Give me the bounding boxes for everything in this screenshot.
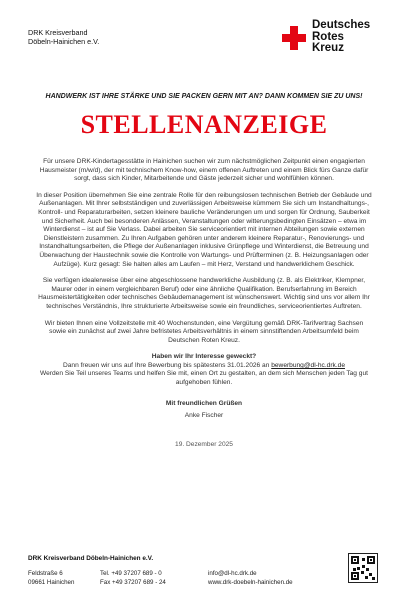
footer-street: Feldstraße 6 xyxy=(28,570,63,577)
paragraph-offer: Wir bieten Ihnen eine Vollzeitstelle mit 40 Wochenstunden, eine Vergütung gemäß DRK-Tarifvertrag Sachsen sowie ein zunächst auf zwei Jahre befristetes Arbeitsverhältnis in einem sinnstiftenden Arbeitsumfeld beim Deutschen Roten Kreuz. xyxy=(44,319,364,344)
interest-heading: Haben wir Ihr Interesse geweckt? xyxy=(151,353,257,361)
org-name-header xyxy=(28,28,99,46)
drk-logo xyxy=(282,20,370,55)
paragraph-intro: Für unsere DRK-Kindertagesstätte in Hainichen suchen wir zum nächstmöglichen Zeitpunkt einen engagierten Hausmeister (m/w/d), der mit technischem Know-how, einem offenen Auftreten und einem Blick fürs Ganze dafür sorgt, dass sich Kinder, Mitarbeitende und Gäste jederzeit sicher und wohlfühlen können. xyxy=(39,158,369,183)
greeting: Mit freundlichen Grüßen xyxy=(165,399,243,407)
slogan: HANDWERK IST IHRE STÄRKE UND SIE PACKEN GERN MIT AN? DANN KOMMEN SIE ZU UNS! xyxy=(45,93,363,100)
footer-tel: Tel. +49 37207 689 - 0 xyxy=(100,570,162,577)
document-date: 19. Dezember 2025 xyxy=(175,440,233,448)
footer-web-link[interactable]: www.drk-doebeln-hainichen.de xyxy=(208,578,293,586)
paragraph-tasks: In dieser Position übernehmen Sie eine zentrale Rolle für den reibungslosen technischen Betrieb der Gebäude und Außenanlagen. Mit Ihrer selbstständigen und zuverlässigen Arbeitsweise kümmern Sie sich um Instandhaltungs-, Kontroll- und Reparaturarbeiten, setzen kleinere bauliche Veränderungen um und sorgen für Ordnung, Sauberkeit und Sicherheit. Auch bei besonderen Anlässen, Veranstaltungen oder witterungsbedingten Einsätzen – etwa im Winterdienst – ist auf Sie Verlass. Dabei arbeiten Sie serviceorientiert mit internen Abteilungen sowie externen Dienstleistern zusammen. Zu Ihren Aufgaben gehören unter anderem kleinere Reparatur-, Renovierungs- und Instandhaltungsarbeiten, die Pflege der Außenanlagen inklusive Grünpflege und Winterdienst, die Betreuung und Überwachung der Haustechnik sowie die Kontrolle von Wartungs- und Prüfterminen (z. B. Heizungsanlagen oder Aufzüge). Kurz gesagt: Sie halten alles am Laufen – mit Herz, Verstand und handwerklichem Geschick. xyxy=(36,191,372,268)
signatory-name: Anke Fischer xyxy=(184,412,224,420)
footer-email-link[interactable]: info@dl-hc.drk.de xyxy=(208,570,257,577)
paragraph-profile: Sie verfügen idealerweise über eine abgeschlossene handwerkliche Ausbildung (z. B. als Elektriker, Klempner, Maurer oder in einem vergleichbaren Beruf) oder eine ähnliche Qualifikation. Berufserfahrung im Bereich Hausmeistertätigkeiten oder technisches Gebäudemanagement ist wünschenswert. Wichtig sind uns vor allem Ihr technisches Verständnis, Ihre strukturierte Arbeitsweise sowie ein freundliches, serviceorientiertes Auftreten. xyxy=(38,277,370,310)
team-invitation: Werden Sie Teil unseres Teams und helfen Sie mit, einen Ort zu gestalten, an dem sich Menschen jeden Tag gut aufgehoben fühlen. xyxy=(40,370,368,387)
red-cross-icon xyxy=(282,26,306,50)
qr-code-icon[interactable] xyxy=(348,553,378,583)
footer-org-name: DRK Kreisverband Döbeln-Hainichen e.V. xyxy=(28,555,154,562)
footer-address xyxy=(28,570,74,587)
application-email-link[interactable]: bewerbung@dl-hc.drk.de xyxy=(271,361,345,369)
application-text: Dann freuen wir uns auf Ihre Bewerbung bis spätestens 31.01.2026 an xyxy=(63,361,272,369)
footer-city: 09661 Hainichen xyxy=(28,578,75,586)
logo-wordmark xyxy=(312,20,370,55)
logo-line1: Deutsches xyxy=(312,19,371,31)
page-title: STELLENANZEIGE xyxy=(80,110,328,139)
footer-contact xyxy=(208,570,293,587)
org-name-line1: DRK Kreisverband xyxy=(28,28,88,37)
org-name-line2: Döbeln-Hainichen e.V. xyxy=(28,37,100,46)
application-line xyxy=(36,362,372,371)
job-description xyxy=(36,158,372,457)
logo-line2: Rotes xyxy=(312,30,344,43)
logo-line3: Kreuz xyxy=(312,42,344,54)
footer-fax: Fax +49 37207 689 - 24 xyxy=(100,578,166,586)
footer-phone xyxy=(100,570,166,587)
